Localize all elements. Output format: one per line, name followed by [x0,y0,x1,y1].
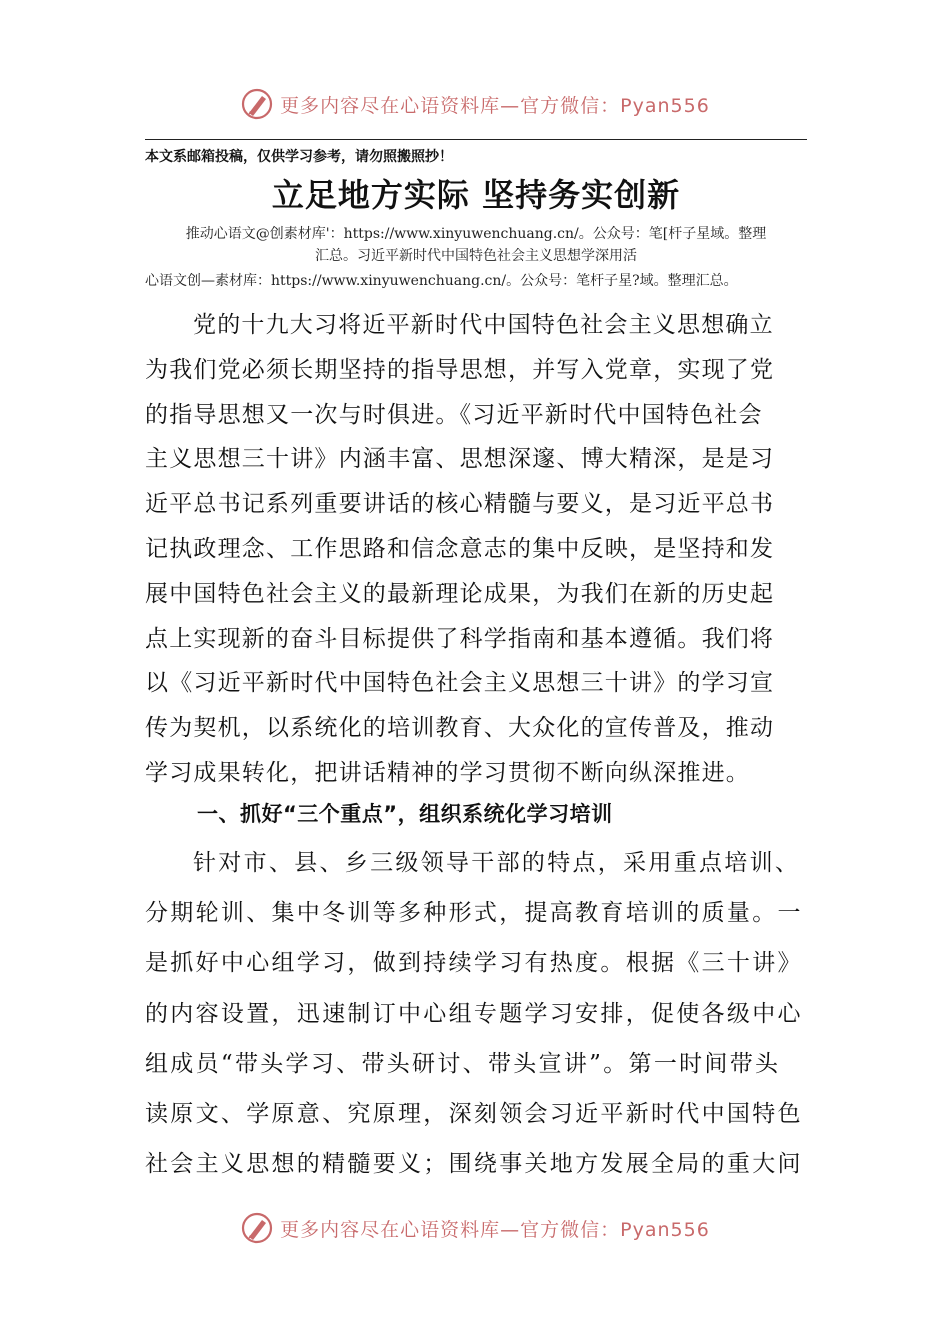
text-line: 党的十九大习将近平新时代中国特色社会主义思想确立 [193,312,774,338]
watermark-text: 更多内容尽在心语资料库—官方微信：Pyan556 [280,94,710,117]
watermark-banner-top [0,82,950,126]
text-line: 主义思想三十讲》内涵丰富、思想深邃、博大精深，是是习 [145,446,775,473]
text-line: 展中国特色社会主义的最新理论成果，为我们在新的历史起 [145,580,775,607]
text-line: 分期轮训、集中冬训等多种形式，提高教育培训的质量。一 [145,900,803,927]
text-line: 的指导思想又一次与时俱进。《习近平新时代中国特色社会 [145,401,763,428]
submission-notice: 本文系邮箱投稿，仅供学习参考，请勿照搬照抄！ [145,149,453,165]
text-line: 点上实现新的奋斗目标提供了科学指南和基本遵循。我们将 [145,625,775,652]
source-line: 心语文创—素材库：https://www.xinyuwenchuang.cn/。公众号：笔杆子星?域。整理汇总。 [145,273,738,289]
source-line: 汇总。习近平新时代中国特色社会主义思想学深用活 [315,248,637,264]
text-line: 读原文、学原意、究原理，深刻领会习近平新时代中国特色 [145,1100,803,1127]
header-rule [145,139,807,140]
watermark-text: 更多内容尽在心语资料库—官方微信：Pyan556 [280,1218,710,1241]
text-line: 针对市、县、乡三级领导干部的特点，采用重点培训、 [193,850,801,876]
text-line: 近平总书记系列重要讲话的核心精髓与要义，是习近平总书 [145,491,775,518]
paragraph-section-1 [145,838,807,1189]
text-line: 社会主义思想的精髓要义；围绕事关地方发展全局的重大问 [145,1151,803,1178]
text-line: 传为契机，以系统化的培训教育、大众化的宣传普及，推动 [145,715,775,742]
section-heading: 一、抓好“三个重点”，组织系统化学习培训 [197,802,613,826]
text-line: 是抓好中心组学习，做到持续学习有热度。根据《三十讲》 [145,950,803,977]
pen-nib-circle-icon [240,1211,274,1245]
text-line: 学习成果转化，把讲话精神的学习贯彻不断向纵深推进。 [145,759,750,786]
document-title: 立足地方实际 坚持务实创新 [271,176,681,214]
text-line: 记执政理念、工作思路和信念意志的集中反映，是坚持和发 [145,535,775,562]
paragraph-intro [145,303,807,796]
text-line: 以《习近平新时代中国特色社会主义思想三十讲》的学习宣 [145,670,775,697]
pen-nib-circle-icon [240,87,274,121]
source-line: 推动心语文@创素材库'：https://www.xinyuwenchuang.cn/。公众号：笔[杆子星域。整理 [185,226,767,242]
text-line: 组成员“带头学习、带头研讨、带头宣讲”。第一时间带头 [145,1050,781,1077]
text-line: 的内容设置，迅速制订中心组专题学习安排，促使各级中心 [145,1000,803,1027]
watermark-banner-bottom [0,1206,950,1250]
text-line: 为我们党必须长期坚持的指导思想，并写入党章，实现了党 [145,356,775,383]
